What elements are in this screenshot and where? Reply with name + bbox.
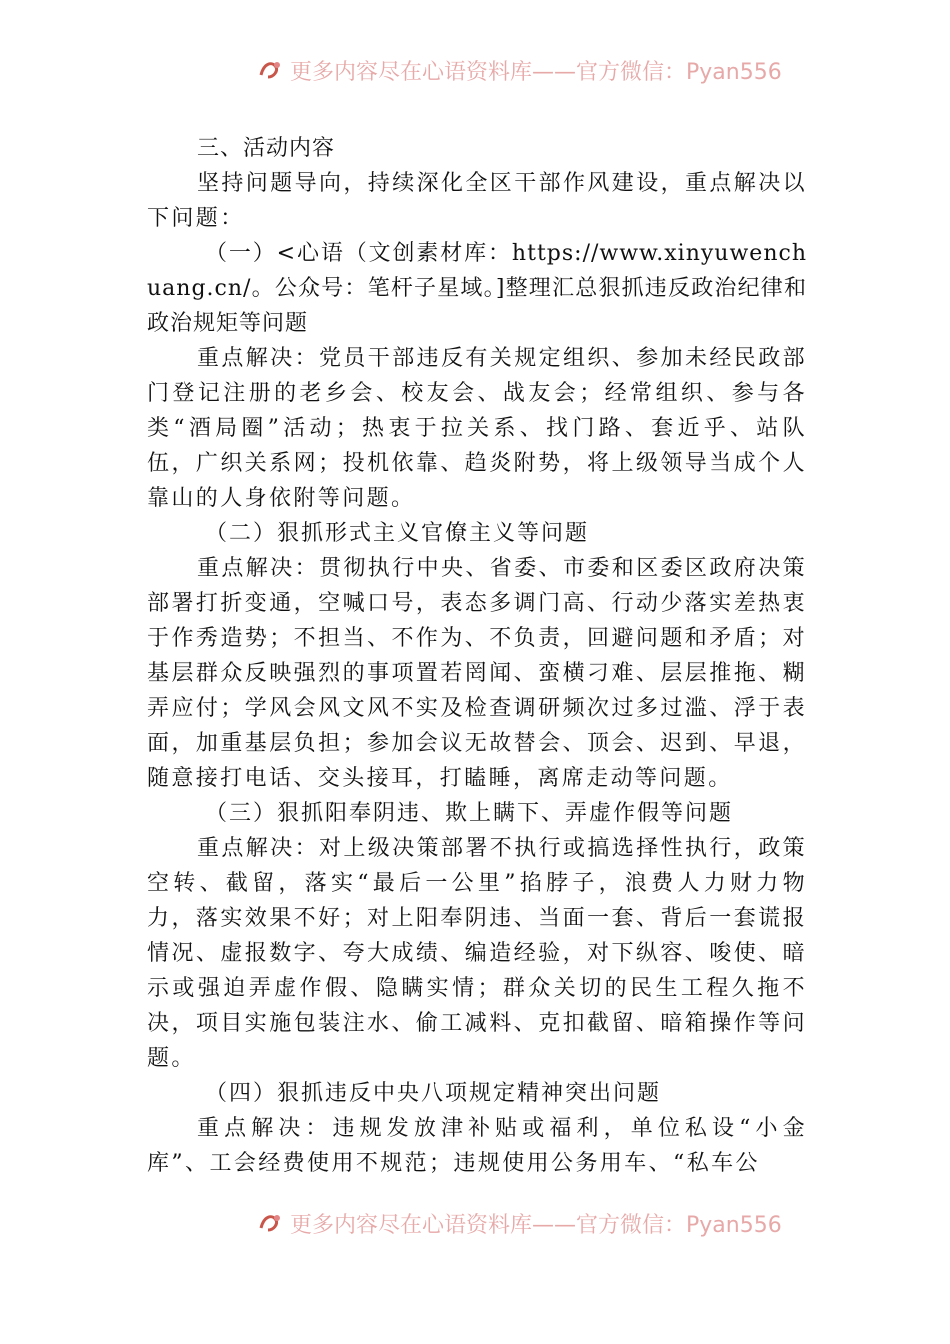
document-body [147,131,807,1181]
logo-icon [258,59,284,81]
item-4-body: 重点解决：违规发放津补贴或福利，单位私设“小金库”、工会经费使用不规范；违规使用公务用车、“私车公 [147,1116,807,1176]
item-2-body: 重点解决：贯彻执行中央、省委、市委和区委区政府决策部署打折变通，空喊口号，表态多调门高、行动少落实差热衷于作秀造势；不担当、不作为、不负责，回避问题和矛盾；对基层群众反映强烈的事项置若罔闻、蛮横刁难、层层推拖、糊弄应付；学风会风文风不实及检查调研频次过多过滥、浮于表面，加重基层负担；参加会议无故替会、顶会、迟到、早退，随意接打电话、交头接耳，打瞌睡，离席走动等问题。 [147,556,808,791]
logo-icon [258,1212,284,1234]
watermark-text: 更多内容尽在心语资料库——官方微信：Pyan556 [290,59,782,85]
watermark-text: 更多内容尽在心语资料库——官方微信：Pyan556 [290,1212,782,1238]
item-1-title: （一）<心语（文创素材库：https://www.xinyuwenchuang.cn/。公众号：笔杆子星域。]整理汇总狠抓违反政治纪律和政治规矩等问题 [147,241,807,336]
item-3-title: （三）狠抓阳奉阴违、欺上瞒下、弄虚作假等问题 [205,801,734,826]
item-4-title: （四）狠抓违反中央八项规定精神突出问题 [205,1081,662,1106]
item-3-body: 重点解决：对上级决策部署不执行或搞选择性执行，政策空转、截留，落实“最后一公里”掐脖子，浪费人力财力物力，落实效果不好；对上阳奉阴违、当面一套、背后一套谎报情况、虚报数字、夸大成绩、编造经验，对下纵容、唆使、暗示或强迫弄虚作假、隐瞒实情；群众关切的民生工程久拖不决，项目实施包装注水、偷工减料、克扣截留、暗箱操作等问题。 [147,836,808,1071]
item-2-title: （二）狠抓形式主义官僚主义等问题 [205,521,590,546]
watermark-bottom [258,1208,782,1238]
item-1-body: 重点解决：党员干部违反有关规定组织、参加未经民政部门登记注册的老乡会、校友会、战友会；经常组织、参与各类“酒局圈”活动；热衷于拉关系、找门路、套近乎、站队伍，广织关系网；投机依靠、趋炎附势，将上级领导当成个人靠山的人身依附等问题。 [147,346,808,511]
watermark-top [258,55,782,85]
section-heading: 三、活动内容 [197,136,336,161]
section-intro: 坚持问题导向，持续深化全区干部作风建设，重点解决以下问题： [147,171,808,231]
